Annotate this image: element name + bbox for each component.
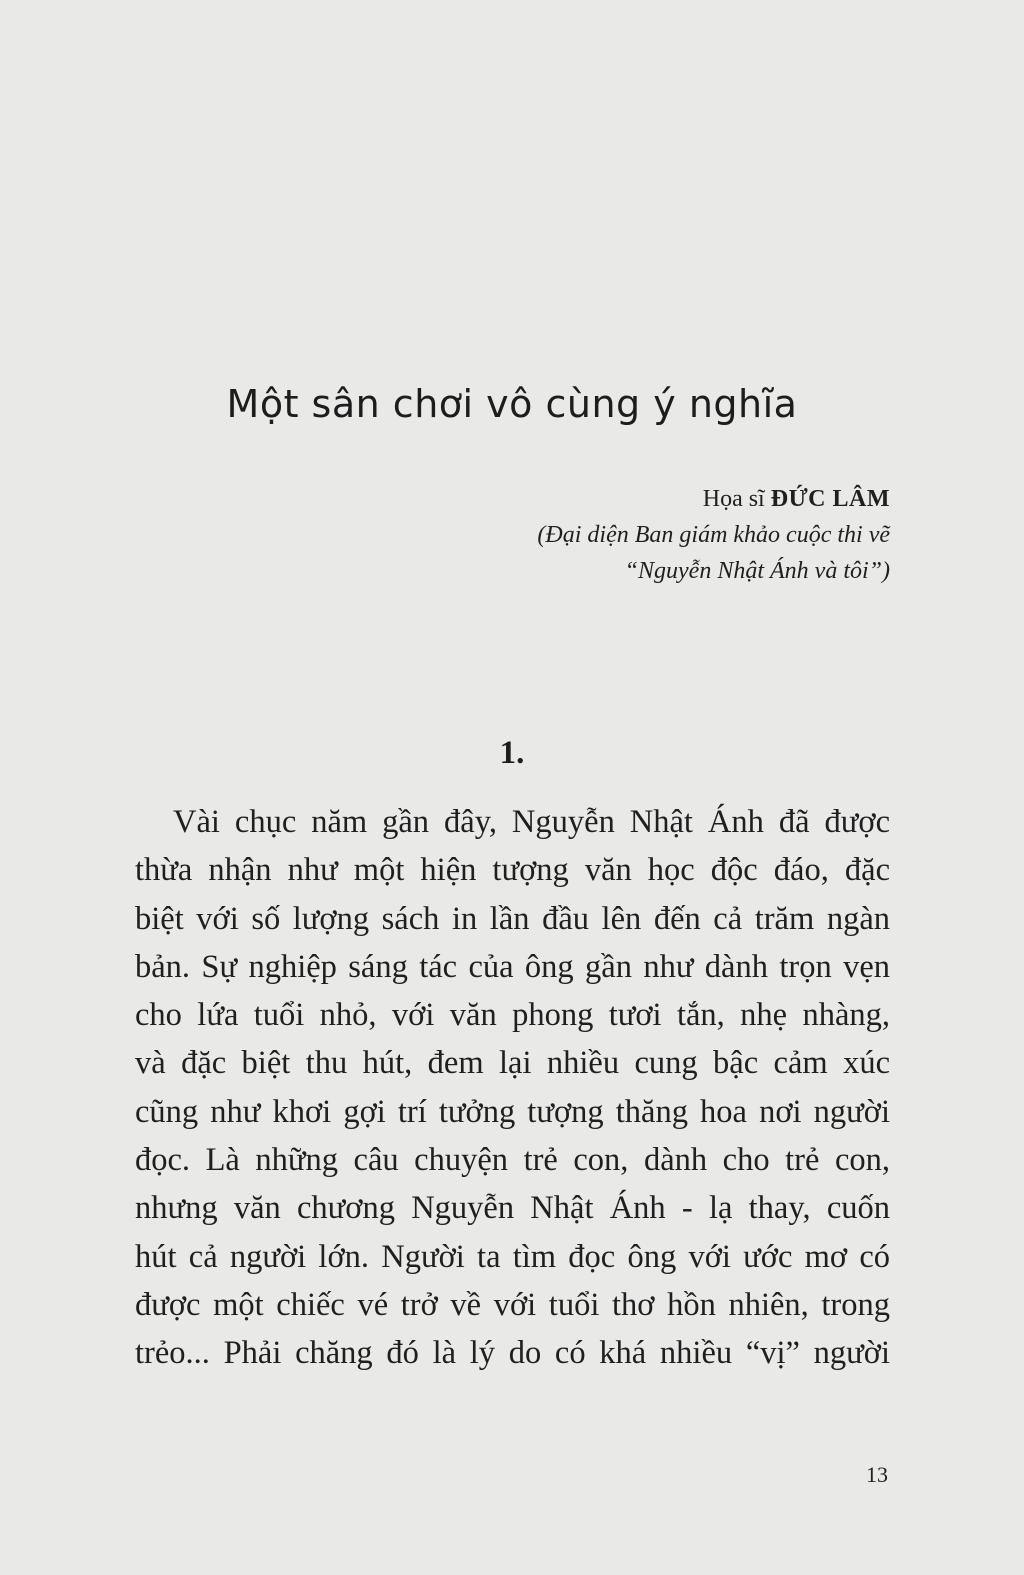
body-line: hút cả người lớn. Người ta tìm đọc ông với ước mơ có (135, 1238, 890, 1275)
body-paragraph (135, 798, 890, 1378)
body-line: bản. Sự nghiệp sáng tác của ông gần như dành trọn vẹn (135, 948, 890, 985)
section-number: 1. (499, 735, 525, 771)
body-line: được một chiếc vé trở về với tuổi thơ hồn nhiên, trong (135, 1286, 890, 1323)
author-byline (290, 481, 890, 589)
body-line: nhưng văn chương Nguyễn Nhật Ánh - lạ thay, cuốn (135, 1190, 890, 1227)
author-role-line-1: (Đại diện Ban giám khảo cuộc thi vẽ (537, 522, 890, 548)
author-prefix: Họa sĩ (702, 486, 771, 512)
body-line: và đặc biệt thu hút, đem lại nhiều cung bậc cảm xúc (135, 1045, 890, 1082)
author-name: ĐỨC LÂM (770, 486, 890, 512)
page-number: 13 (866, 1462, 888, 1487)
body-line: cũng như khơi gợi trí tưởng tượng thăng hoa nơi người (135, 1093, 890, 1130)
body-line: thừa nhận như một hiện tượng văn học độc đáo, đặc (135, 852, 890, 889)
author-line (290, 481, 890, 517)
body-line: trẻo... Phải chăng đó là lý do có khá nhiều “vị” người (135, 1335, 890, 1372)
body-line: đọc. Là những câu chuyện trẻ con, dành cho trẻ con, (135, 1142, 890, 1179)
chapter-title: Một sân chơi vô cùng ý nghĩa (226, 382, 798, 426)
body-line: cho lứa tuổi nhỏ, với văn phong tươi tắn, nhẹ nhàng, (135, 997, 890, 1034)
body-line: biệt với số lượng sách in lần đầu lên đến cả trăm ngàn (135, 900, 890, 937)
author-role-line-2: “Nguyễn Nhật Ánh và tôi”) (624, 558, 890, 584)
body-line: Vài chục năm gần đây, Nguyễn Nhật Ánh đã được (173, 804, 890, 840)
